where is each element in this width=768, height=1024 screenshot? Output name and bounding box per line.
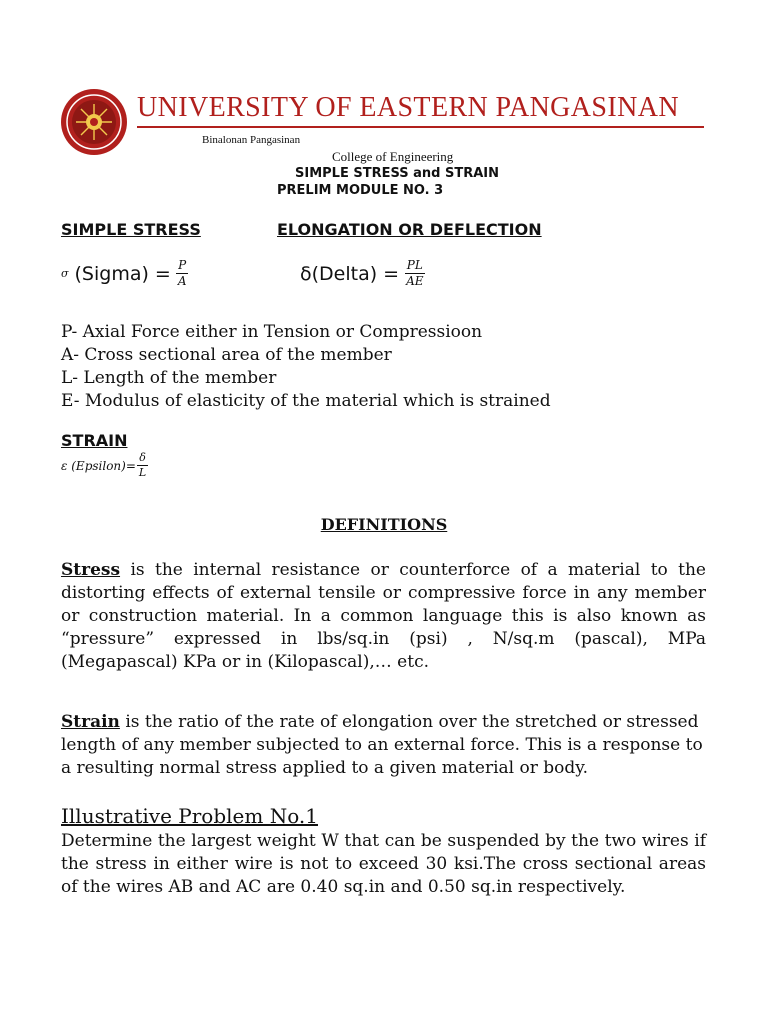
module-title: SIMPLE STRESS and STRAIN xyxy=(295,166,500,181)
delta-formula xyxy=(300,259,426,288)
stress-definition xyxy=(61,559,706,674)
variable-item: E- Modulus of elasticity of the material which is strained xyxy=(61,391,551,411)
problem-title: Illustrative Problem No.1 xyxy=(61,804,318,828)
location: Binalonan Pangasinan xyxy=(202,134,301,146)
college-name: College of Engineering xyxy=(332,149,454,164)
strain-heading: STRAIN xyxy=(61,431,128,450)
delta-label: δ(Delta) = xyxy=(300,262,400,285)
variable-item: P- Axial Force either in Tension or Compressioon xyxy=(61,322,483,342)
elongation-heading: ELONGATION OR DEFLECTION xyxy=(277,220,542,239)
strain-term: Strain xyxy=(61,712,120,732)
sigma-numerator: P xyxy=(178,258,187,272)
university-seal-logo xyxy=(60,88,128,156)
sigma-formula xyxy=(61,259,189,288)
stress-term: Stress xyxy=(61,560,121,580)
simple-stress-heading: SIMPLE STRESS xyxy=(61,220,201,239)
sigma-symbol: σ xyxy=(61,267,69,280)
delta-denominator: AE xyxy=(406,274,424,288)
strain-definition xyxy=(61,711,706,780)
strain-fraction xyxy=(137,452,148,479)
sigma-fraction xyxy=(176,259,189,288)
strain-denominator: L xyxy=(138,466,147,479)
stress-text: is the internal resistance or counterforce of a material to the distorting effects of external tensile or compressive force in any member or construction material. In a common language this is also known as “pressure” expressed in lbs/sq.in (psi) , N/sq.m (pascal), MPa (Megapascal) KPa or in (Kilopascal),… etc. xyxy=(61,560,706,672)
strain-numerator: δ xyxy=(139,451,146,464)
sigma-label: (Sigma) = xyxy=(74,262,171,285)
problem-text: Determine the largest weight W that can be suspended by the two wires if the stress in either wire is not to exceed 30 ksi.The cross sectional areas of the wires AB and AC are 0.40 sq.in and 0.50 sq.in respectively. xyxy=(61,831,706,897)
module-number: PRELIM MODULE NO. 3 xyxy=(277,183,444,198)
strain-formula xyxy=(61,452,148,479)
strain-text: is the ratio of the rate of elongation over the stretched or stressed length of any member subjected to an external force. This is a response to a resulting normal stress applied to a given material or body. xyxy=(61,712,703,778)
university-name: UNIVERSITY OF EASTERN PANGASINAN xyxy=(137,92,679,123)
strain-label: ε (Epsilon)= xyxy=(61,458,136,473)
definitions-title: DEFINITIONS xyxy=(320,515,448,534)
delta-numerator: PL xyxy=(406,258,423,272)
header-rule xyxy=(137,126,704,128)
variable-list xyxy=(61,321,551,413)
variable-item: A- Cross sectional area of the member xyxy=(61,345,392,365)
variable-item: L- Length of the member xyxy=(61,368,277,388)
sigma-denominator: A xyxy=(177,274,187,288)
delta-fraction xyxy=(404,259,425,288)
